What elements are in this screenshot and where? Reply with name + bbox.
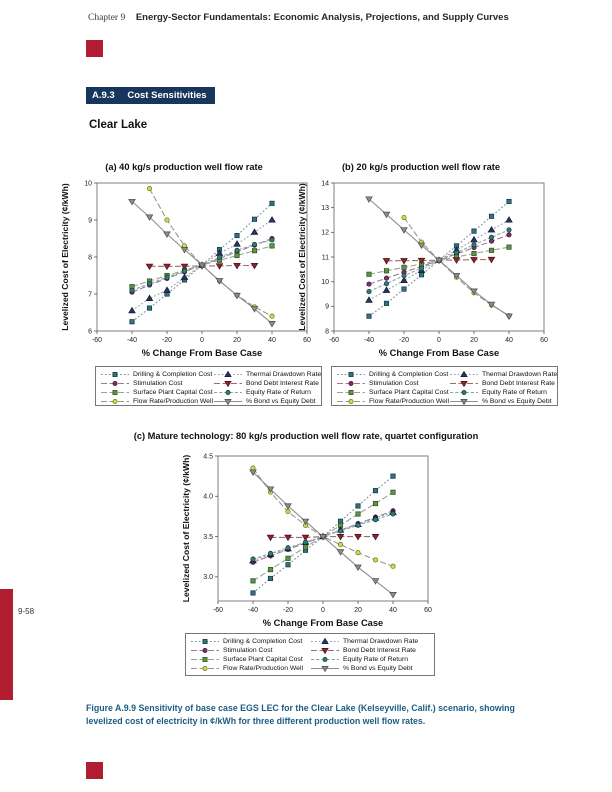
chapter-label: Chapter 9: [88, 13, 126, 23]
series-marker: [270, 244, 274, 248]
series-marker: [217, 255, 221, 259]
legend-marker-flow-rate-production-well: [100, 397, 130, 406]
chapter-title: Energy-Sector Fundamentals: Economic Analysis, Projections, and Supply Curves: [135, 12, 509, 23]
legend-marker-surface-plant-capital-cost: [190, 655, 220, 664]
series-marker: [402, 274, 406, 278]
series-marker: [165, 218, 169, 222]
red-sidebar: [0, 589, 13, 700]
legend-marker-glyph: [349, 372, 353, 376]
y-tick-label: 3.5: [203, 533, 213, 541]
plot-frame: [97, 183, 307, 331]
series-marker: [251, 557, 255, 561]
series-marker: [373, 501, 377, 505]
series-marker: [147, 281, 151, 285]
series-marker: [391, 512, 395, 516]
legend-marker-bond-vs-equity-debt: [213, 397, 243, 406]
series-marker: [471, 237, 477, 242]
y-axis-title: Levelized Cost of Electricity (¢/kWh): [297, 183, 307, 331]
series-marker: [373, 488, 377, 492]
section-number: A.9.3: [92, 90, 115, 101]
legend-label: Flow Rate/Production Well: [223, 665, 303, 672]
y-tick-label: 4.5: [203, 453, 213, 461]
plot-frame: [218, 456, 428, 601]
x-tick-label: -40: [126, 337, 138, 344]
series-marker: [338, 529, 342, 533]
legend-marker-glyph: [349, 390, 353, 394]
legend-marker-glyph: [113, 399, 117, 403]
y-tick-label: 3.0: [203, 574, 213, 582]
series-marker: [130, 320, 134, 324]
series-marker: [506, 217, 512, 222]
series-marker: [269, 217, 275, 222]
legend-label: Equity Rate of Return: [481, 389, 547, 396]
legend-entry-bond-debt-interest-rate: [449, 379, 557, 388]
x-tick-label: -40: [363, 337, 375, 344]
legend-entry-thermal-drawdown-rate: [213, 370, 321, 379]
series-marker: [286, 546, 290, 550]
chart-a: [55, 176, 313, 364]
legend-entry-drilling-completion-cost: [100, 370, 213, 379]
x-tick-label: -20: [161, 337, 173, 344]
x-tick-label: 60: [303, 337, 311, 344]
chart-a-title: (a) 40 kg/s production well flow rate: [105, 162, 263, 172]
x-tick-label: -20: [282, 607, 294, 614]
y-tick-label: 4.0: [203, 493, 213, 501]
red-square-bottom: [86, 762, 103, 779]
legend-column: [310, 637, 430, 673]
legend-marker-flow-rate-production-well: [190, 664, 220, 673]
legend-marker-drilling-completion-cost: [190, 637, 220, 646]
legend-marker-equity-rate-of-return: [449, 388, 479, 397]
x-tick-label: -20: [398, 337, 410, 344]
y-tick-label: 10: [84, 180, 92, 188]
series-marker: [454, 250, 458, 254]
legend-entry-stimulation-cost: [336, 379, 449, 388]
series-marker: [356, 523, 360, 527]
subsection-title: Clear Lake: [89, 119, 148, 131]
series-marker: [390, 592, 396, 597]
series-marker: [366, 297, 372, 302]
legend-marker-glyph: [113, 381, 117, 385]
series-marker: [472, 251, 476, 255]
x-axis-title: % Change From Base Case: [378, 348, 500, 358]
series-marker: [252, 217, 256, 221]
legend-column: [100, 370, 213, 403]
y-tick-label: 13: [321, 205, 329, 213]
x-tick-label: -60: [328, 337, 340, 344]
legend-entry-stimulation-cost: [190, 646, 310, 655]
y-tick-label: 11: [321, 254, 329, 262]
series-marker: [402, 265, 406, 269]
series-marker: [402, 287, 406, 291]
series-marker: [165, 275, 169, 279]
legend-marker-drilling-completion-cost: [336, 370, 366, 379]
legend-label: Stimulation Cost: [133, 380, 183, 387]
chart-c-title: (c) Mature technology: 80 kg/s production well flow rate, quartet configuration: [133, 431, 479, 441]
series-marker: [488, 227, 494, 232]
legend-entry-equity-rate-of-return: [310, 655, 430, 664]
series-marker: [303, 545, 307, 549]
y-tick-label: 14: [321, 180, 329, 188]
legend-marker-glyph: [349, 399, 353, 403]
series-marker: [251, 229, 257, 234]
x-tick-label: 20: [233, 337, 241, 344]
series-marker: [507, 228, 511, 232]
figure-caption: Figure A.9.9 Sensitivity of base case EGS LEC for the Clear Lake (Kelseyville, Calif.) scenario, showing levelized cost of electricity in ¢/kWh for three different production well flow rates.: [86, 703, 515, 727]
legend-entry-bond-vs-equity-debt: [213, 397, 321, 406]
x-tick-label: 0: [321, 607, 325, 614]
x-tick-label: 60: [424, 607, 432, 614]
series-marker: [373, 558, 377, 562]
legend-marker-glyph: [226, 390, 230, 394]
x-axis-title: % Change From Base Case: [262, 618, 384, 628]
series-marker: [147, 186, 151, 190]
series-marker: [286, 563, 290, 567]
legend-column: [449, 370, 557, 403]
y-tick-label: 12: [321, 229, 329, 237]
series-marker: [270, 201, 274, 205]
legend-marker-glyph: [203, 657, 207, 661]
legend-marker-glyph: [462, 390, 466, 394]
series-marker: [338, 542, 342, 546]
series-marker: [268, 576, 272, 580]
legend-label: Thermal Drawdown Rate: [245, 371, 322, 378]
legend-marker-bond-debt-interest-rate: [310, 646, 340, 655]
legend-label: Surface Plant Capital Cost: [223, 656, 303, 663]
legend-marker-flow-rate-production-well: [336, 397, 366, 406]
legend-marker-drilling-completion-cost: [100, 370, 130, 379]
legend-label: Flow Rate/Production Well: [133, 398, 213, 405]
legend-entry-drilling-completion-cost: [336, 370, 449, 379]
legend-entry-drilling-completion-cost: [190, 637, 310, 646]
legend-marker-thermal-drawdown-rate: [449, 370, 479, 379]
chart-b-title: (b) 20 kg/s production well flow rate: [341, 162, 501, 172]
y-tick-label: 9: [325, 303, 329, 311]
series-marker: [367, 272, 371, 276]
legend-marker-bond-vs-equity-debt: [449, 397, 479, 406]
series-marker: [489, 235, 493, 239]
legend-marker-thermal-drawdown-rate: [310, 637, 340, 646]
x-tick-label: 60: [540, 337, 548, 344]
legend-entry-thermal-drawdown-rate: [310, 637, 430, 646]
series-marker: [391, 564, 395, 568]
x-tick-label: 0: [200, 337, 204, 344]
red-square-top: [86, 40, 103, 57]
legend-label: Drilling & Completion Cost: [223, 638, 303, 645]
section-heading: [86, 87, 215, 104]
series-marker: [391, 474, 395, 478]
legend-marker-glyph: [323, 657, 327, 661]
y-tick-label: 8: [88, 254, 92, 262]
series-marker: [181, 274, 187, 279]
legend-label: % Bond vs Equity Debt: [245, 398, 316, 405]
x-tick-label: 40: [505, 337, 513, 344]
series-marker: [251, 591, 255, 595]
legend-column: [213, 370, 321, 403]
series-marker: [270, 314, 274, 318]
legend-label: % Bond vs Equity Debt: [343, 665, 413, 672]
series-marker: [268, 567, 272, 571]
series-marker: [182, 269, 186, 273]
legend-marker-equity-rate-of-return: [310, 655, 340, 664]
chart-b-legend: [331, 366, 558, 406]
legend-entry-surface-plant-capital-cost: [100, 388, 213, 397]
legend-label: Thermal Drawdown Rate: [481, 371, 558, 378]
legend-marker-thermal-drawdown-rate: [213, 370, 243, 379]
y-tick-label: 10: [321, 279, 329, 287]
legend-label: Bond Debt Interest Rate: [245, 380, 319, 387]
series-marker: [489, 214, 493, 218]
series-marker: [129, 307, 135, 312]
legend-entry-flow-rate-production-well: [100, 397, 213, 406]
series-marker: [384, 269, 388, 273]
series-marker: [234, 241, 240, 246]
legend-entry-equity-rate-of-return: [449, 388, 557, 397]
legend-marker-glyph: [113, 390, 117, 394]
section-title: Cost Sensitivities: [127, 90, 207, 101]
legend-entry-surface-plant-capital-cost: [336, 388, 449, 397]
series-marker: [303, 540, 307, 544]
series-marker: [489, 248, 493, 252]
legend-entry-surface-plant-capital-cost: [190, 655, 310, 664]
legend-entry-bond-debt-interest-rate: [213, 379, 321, 388]
legend-label: Surface Plant Capital Cost: [133, 389, 213, 396]
y-axis-title: Levelized Cost of Electricity (¢/kWh): [60, 183, 70, 331]
legend-marker-glyph: [349, 381, 353, 385]
page-number: 9-58: [18, 607, 35, 616]
legend-marker-surface-plant-capital-cost: [336, 388, 366, 397]
series-marker: [373, 517, 377, 521]
y-tick-label: 7: [88, 291, 92, 299]
series-marker: [235, 253, 239, 257]
legend-label: Stimulation Cost: [223, 647, 273, 654]
series-marker: [270, 238, 274, 242]
legend-column: [336, 370, 449, 403]
series-marker: [367, 289, 371, 293]
legend-marker-equity-rate-of-return: [213, 388, 243, 397]
x-tick-label: 40: [389, 607, 397, 614]
x-axis-title: % Change From Base Case: [141, 348, 263, 358]
legend-label: Thermal Drawdown Rate: [343, 638, 419, 645]
series-marker: [507, 245, 511, 249]
legend-marker-surface-plant-capital-cost: [100, 388, 130, 397]
series-marker: [235, 248, 239, 252]
legend-label: Bond Debt Interest Rate: [481, 380, 555, 387]
series-marker: [384, 276, 388, 280]
legend-entry-bond-vs-equity-debt: [449, 397, 557, 406]
series-marker: [367, 314, 371, 318]
chart-c-legend: [185, 633, 435, 676]
legend-label: Flow Rate/Production Well: [369, 398, 449, 405]
legend-entry-bond-vs-equity-debt: [310, 664, 430, 673]
series-marker: [356, 504, 360, 508]
series-marker: [252, 249, 256, 253]
legend-entry-flow-rate-production-well: [336, 397, 449, 406]
x-tick-label: -40: [247, 607, 259, 614]
series-marker: [164, 287, 170, 292]
series-marker: [402, 215, 406, 219]
legend-entry-stimulation-cost: [100, 379, 213, 388]
legend-label: Surface Plant Capital Cost: [369, 389, 449, 396]
series-marker: [383, 287, 389, 292]
legend-label: Drilling & Completion Cost: [369, 371, 449, 378]
series-marker: [147, 306, 151, 310]
page-header: [88, 12, 509, 23]
series-marker: [286, 556, 290, 560]
y-tick-label: 6: [88, 328, 92, 336]
legend-entry-thermal-drawdown-rate: [449, 370, 557, 379]
y-axis-title: Levelized Cost of Electricity (¢/kWh): [181, 454, 191, 603]
legend-marker-glyph: [203, 648, 207, 652]
legend-marker-glyph: [203, 639, 207, 643]
series-marker: [235, 233, 239, 237]
series-marker: [419, 273, 423, 277]
series-marker: [507, 233, 511, 237]
legend-entry-bond-debt-interest-rate: [310, 646, 430, 655]
series-marker: [268, 551, 272, 555]
series-marker: [367, 282, 371, 286]
x-tick-label: -60: [212, 607, 224, 614]
legend-label: Equity Rate of Return: [245, 389, 311, 396]
x-tick-label: -60: [91, 337, 103, 344]
series-marker: [356, 512, 360, 516]
series-marker: [130, 288, 134, 292]
legend-label: % Bond vs Equity Debt: [481, 398, 552, 405]
legend-label: Stimulation Cost: [369, 380, 419, 387]
chart-b: [292, 176, 550, 364]
legend-marker-stimulation-cost: [100, 379, 130, 388]
legend-label: Drilling & Completion Cost: [133, 371, 213, 378]
legend-marker-glyph: [113, 372, 117, 376]
series-marker: [252, 242, 256, 246]
chart-a-legend: [95, 366, 322, 406]
legend-marker-stimulation-cost: [190, 646, 220, 655]
x-tick-label: 20: [470, 337, 478, 344]
legend-entry-flow-rate-production-well: [190, 664, 310, 673]
x-tick-label: 20: [354, 607, 362, 614]
y-tick-label: 8: [325, 328, 329, 336]
legend-marker-bond-debt-interest-rate: [449, 379, 479, 388]
series-marker: [472, 242, 476, 246]
series-marker: [419, 266, 423, 270]
series-marker: [356, 550, 360, 554]
series-marker: [472, 229, 476, 233]
series-line: [253, 468, 393, 566]
legend-marker-bond-vs-equity-debt: [310, 664, 340, 673]
series-marker: [251, 579, 255, 583]
series-marker: [286, 509, 290, 513]
x-tick-label: 40: [268, 337, 276, 344]
legend-marker-bond-debt-interest-rate: [213, 379, 243, 388]
legend-entry-equity-rate-of-return: [213, 388, 321, 397]
x-tick-label: 0: [437, 337, 441, 344]
legend-column: [190, 637, 310, 673]
series-marker: [384, 301, 388, 305]
legend-marker-glyph: [203, 666, 207, 670]
legend-marker-stimulation-cost: [336, 379, 366, 388]
series-marker: [269, 321, 275, 326]
series-marker: [391, 490, 395, 494]
chart-c: [178, 448, 443, 638]
series-marker: [507, 199, 511, 203]
series-marker: [384, 281, 388, 285]
legend-label: Bond Debt Interest Rate: [343, 647, 416, 654]
legend-label: Equity Rate of Return: [343, 656, 408, 663]
y-tick-label: 9: [88, 217, 92, 225]
